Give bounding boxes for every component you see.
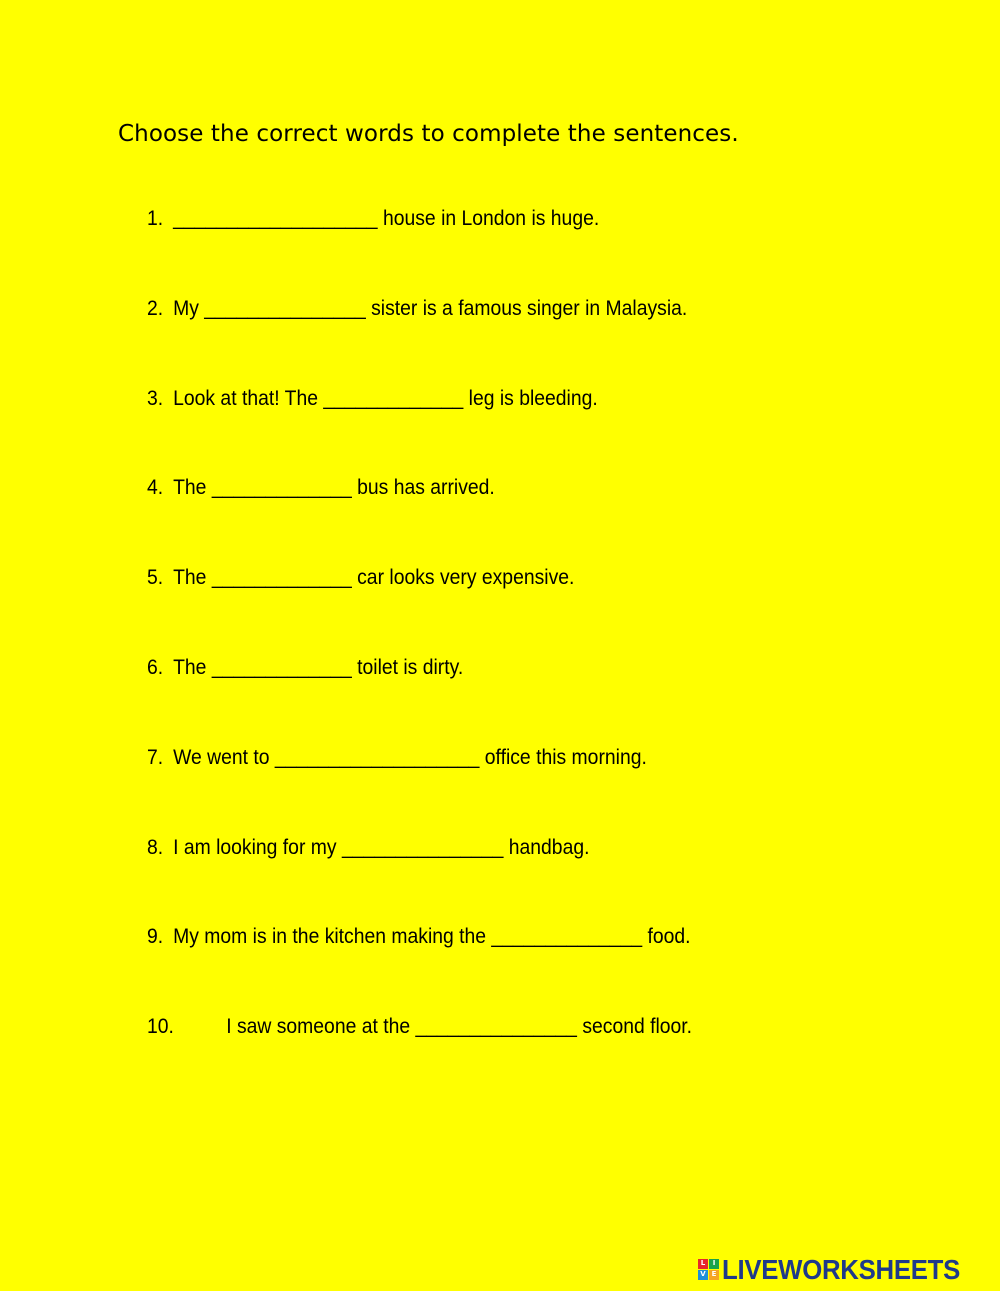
question-text-before: I saw someone at the [226, 1014, 411, 1038]
logo-square-v: V [698, 1270, 708, 1280]
question-text-after: bus has arrived. [357, 475, 495, 499]
question-text-before: I am looking for my [173, 835, 337, 859]
logo-square-l: L [698, 1259, 708, 1269]
logo-squares-icon [698, 1259, 719, 1280]
answer-blank[interactable]: _____________ [211, 475, 352, 499]
question-5 [147, 565, 574, 590]
question-text-after: leg is bleeding. [468, 386, 598, 410]
question-8 [147, 835, 589, 860]
question-number: 4. [147, 475, 164, 499]
question-text-after: sister is a famous singer in Malaysia. [371, 296, 688, 320]
question-number: 8. [147, 835, 164, 859]
answer-blank[interactable]: _____________ [323, 386, 464, 410]
logo-square-i: I [709, 1259, 719, 1269]
question-1 [147, 206, 599, 231]
answer-blank[interactable]: _____________ [211, 655, 352, 679]
logo-text: LIVEWORKSHEETS [722, 1254, 961, 1285]
question-number: 5. [147, 565, 164, 589]
question-4 [147, 475, 495, 500]
question-text-before: My [173, 296, 199, 320]
question-text-after: second floor. [582, 1014, 693, 1038]
answer-blank[interactable]: ___________________ [274, 745, 480, 769]
question-number: 3. [147, 386, 164, 410]
question-9 [147, 924, 691, 949]
answer-blank[interactable]: _______________ [415, 1014, 577, 1038]
question-text-before: We went to [173, 745, 270, 769]
question-text-before: Look at that! The [173, 386, 318, 410]
question-6 [147, 655, 463, 680]
question-number: 6. [147, 655, 164, 679]
answer-blank[interactable]: _______________ [204, 296, 366, 320]
question-number: 7. [147, 745, 164, 769]
question-text-before: The [173, 565, 207, 589]
question-text-before: My mom is in the kitchen making the [173, 924, 487, 948]
question-number: 10. [147, 1014, 174, 1038]
instruction-heading: Choose the correct words to complete the sentences. [118, 121, 739, 147]
liveworksheets-logo[interactable] [698, 1254, 981, 1286]
question-10 [147, 1014, 692, 1039]
answer-blank[interactable]: _____________ [211, 565, 352, 589]
question-text-before: The [173, 475, 207, 499]
answer-blank[interactable]: ______________ [491, 924, 643, 948]
answer-blank[interactable]: _______________ [341, 835, 504, 859]
logo-square-e: E [709, 1270, 719, 1280]
answer-blank[interactable]: ___________________ [173, 206, 378, 230]
question-text-before: The [173, 655, 207, 679]
question-number: 9. [147, 924, 164, 948]
question-text-after: car looks very expensive. [357, 565, 575, 589]
question-number: 1. [147, 206, 164, 230]
question-2 [147, 296, 687, 321]
question-text-after: office this morning. [484, 745, 647, 769]
question-7 [147, 745, 647, 770]
question-text-after: toilet is dirty. [357, 655, 464, 679]
question-text-after: food. [647, 924, 691, 948]
question-text-after: house in London is huge. [382, 206, 600, 230]
question-text-after: handbag. [508, 835, 590, 859]
question-number: 2. [147, 296, 164, 320]
question-3 [147, 386, 598, 411]
